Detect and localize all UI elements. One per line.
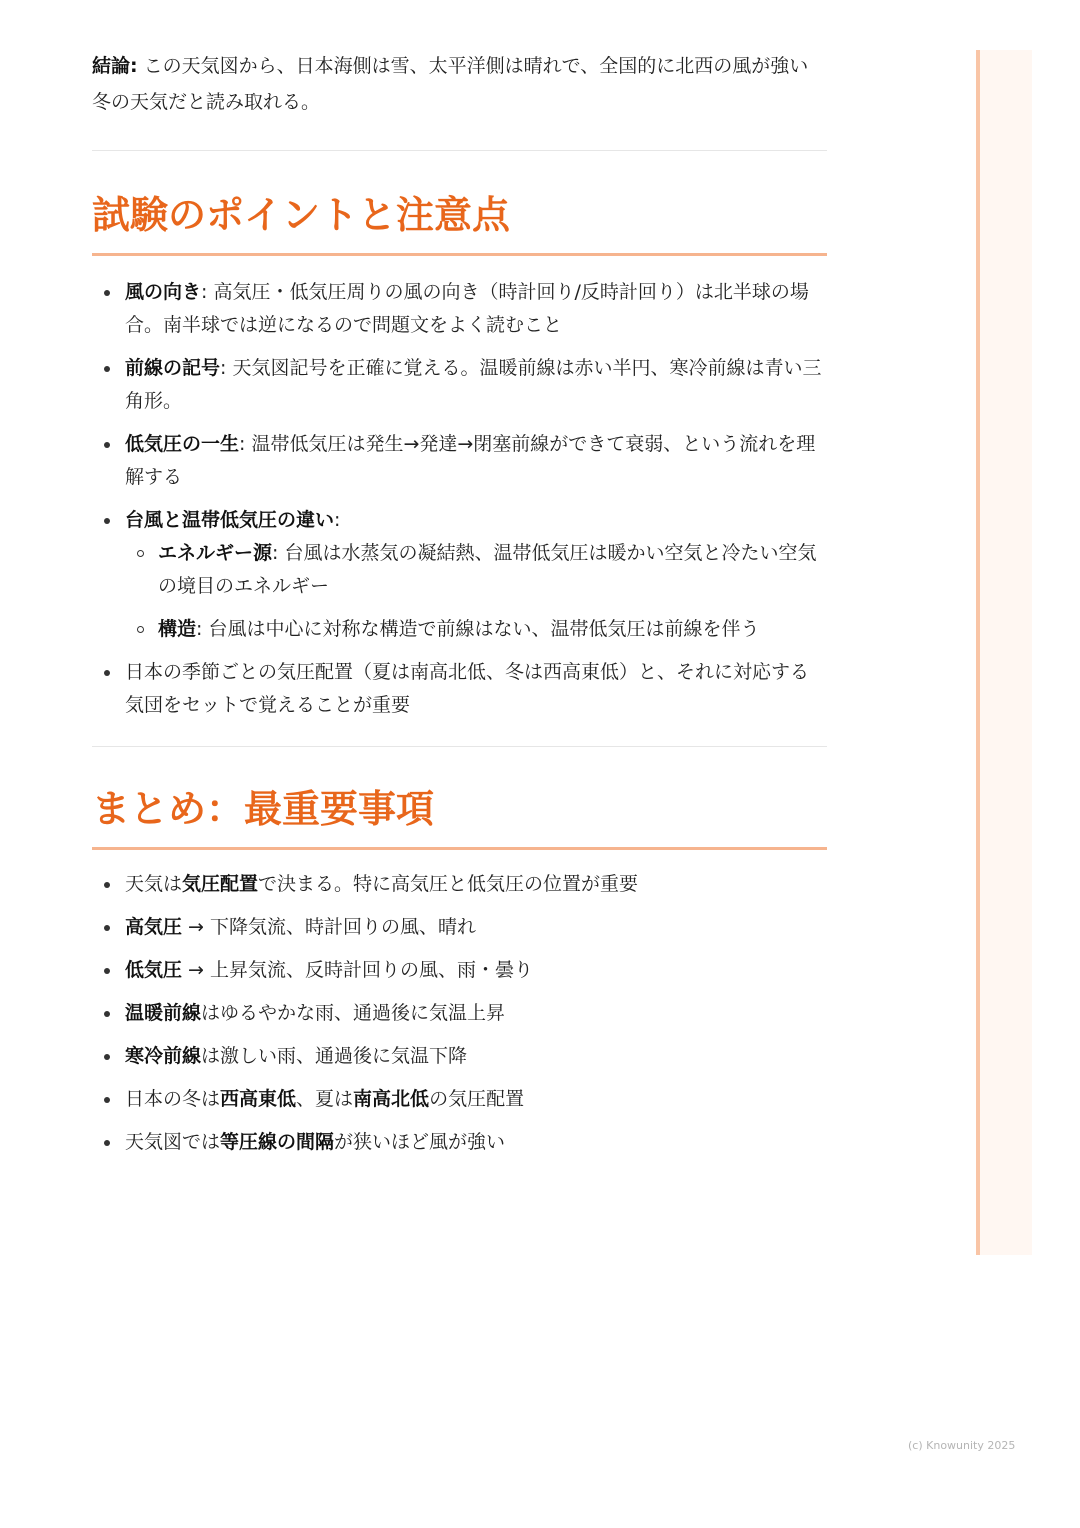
item-bold: 低気圧 (125, 959, 183, 981)
list-item (92, 868, 827, 901)
item-text: : 高気圧・低気圧周りの風の向き（時計回り/反時計回り）は北半球の場合。南半球では逆になるので問題文をよく読むこと (125, 281, 809, 336)
item-bold: エネルギー源 (158, 542, 273, 564)
exam-heading: 試験のポイントと注意点 (92, 191, 827, 256)
item-bold: 前線の記号 (125, 357, 221, 379)
list-item (92, 954, 827, 987)
item-text: : (334, 509, 341, 531)
item-text: は激しい雨、通過後に気温下降 (201, 1045, 468, 1067)
copyright-footer: (c) Knowunity 2025 (908, 1439, 1016, 1452)
item-text: で決まる。特に高気圧と低気圧の位置が重要 (258, 873, 639, 895)
list-item (92, 1126, 827, 1159)
item-text: : 天気図記号を正確に覚える。温暖前線は赤い半円、寒冷前線は青い三角形。 (125, 357, 822, 412)
summary-heading: まとめ：最重要事項 (92, 785, 827, 850)
item-text: 日本の冬は (125, 1088, 221, 1110)
page-content (92, 48, 827, 1169)
item-text: : 台風は中心に対称な構造で前線はない、温帯低気圧は前線を伴う (196, 618, 760, 640)
side-margin-bar (976, 50, 1032, 1255)
item-bold: 気圧配置 (182, 873, 259, 895)
item-text: 天気は (125, 873, 183, 895)
item-text: 、夏は (296, 1088, 354, 1110)
item-bold: 等圧線の間隔 (220, 1131, 335, 1153)
exam-points-list (92, 276, 827, 722)
conclusion-paragraph (92, 48, 827, 120)
sub-list-item (125, 537, 827, 603)
list-item (92, 428, 827, 494)
list-item (92, 276, 827, 342)
item-text: 日本の季節ごとの気圧配置（夏は南高北低、冬は西高東低）と、それに対応する気団をセットで覚えることが重要 (125, 661, 810, 716)
list-item (92, 352, 827, 418)
summary-list (92, 868, 827, 1159)
list-item (92, 1083, 827, 1116)
item-bold: 風の向き (125, 281, 202, 303)
item-text: : 温帯低気圧は発生→発達→閉塞前線ができて衰弱、という流れを理解する (125, 433, 816, 488)
list-item (92, 911, 827, 944)
item-bold: 寒冷前線 (125, 1045, 202, 1067)
list-item (92, 656, 827, 722)
conclusion-label: 結論: (92, 55, 138, 77)
item-text: の気圧配置 (429, 1088, 525, 1110)
item-text: → 上昇気流、反時計回りの風、雨・曇り (182, 959, 534, 981)
section-divider (92, 150, 827, 151)
item-bold: 西高東低 (220, 1088, 297, 1110)
item-text: はゆるやかな雨、通過後に気温上昇 (201, 1002, 506, 1024)
item-bold: 低気圧の一生 (125, 433, 240, 455)
item-bold: 温暖前線 (125, 1002, 202, 1024)
item-bold: 高気圧 (125, 916, 183, 938)
sub-list-item (125, 613, 827, 646)
item-text: → 下降気流、時計回りの風、晴れ (182, 916, 477, 938)
conclusion-text: この天気図から、日本海側は雪、太平洋側は晴れで、全国的に北西の風が強い冬の天気だと読み取れる。 (92, 55, 809, 113)
item-text: が狭いほど風が強い (334, 1131, 506, 1153)
list-item (92, 504, 827, 646)
item-text: 天気図では (125, 1131, 221, 1153)
item-text: : 台風は水蒸気の凝結熱、温帯低気圧は暖かい空気と冷たい空気の境目のエネルギー (158, 542, 817, 597)
item-bold: 構造 (158, 618, 197, 640)
item-bold: 南高北低 (353, 1088, 430, 1110)
item-bold: 台風と温帯低気圧の違い (125, 509, 335, 531)
list-item (92, 997, 827, 1030)
sub-list (125, 537, 827, 646)
section-divider (92, 746, 827, 747)
list-item (92, 1040, 827, 1073)
